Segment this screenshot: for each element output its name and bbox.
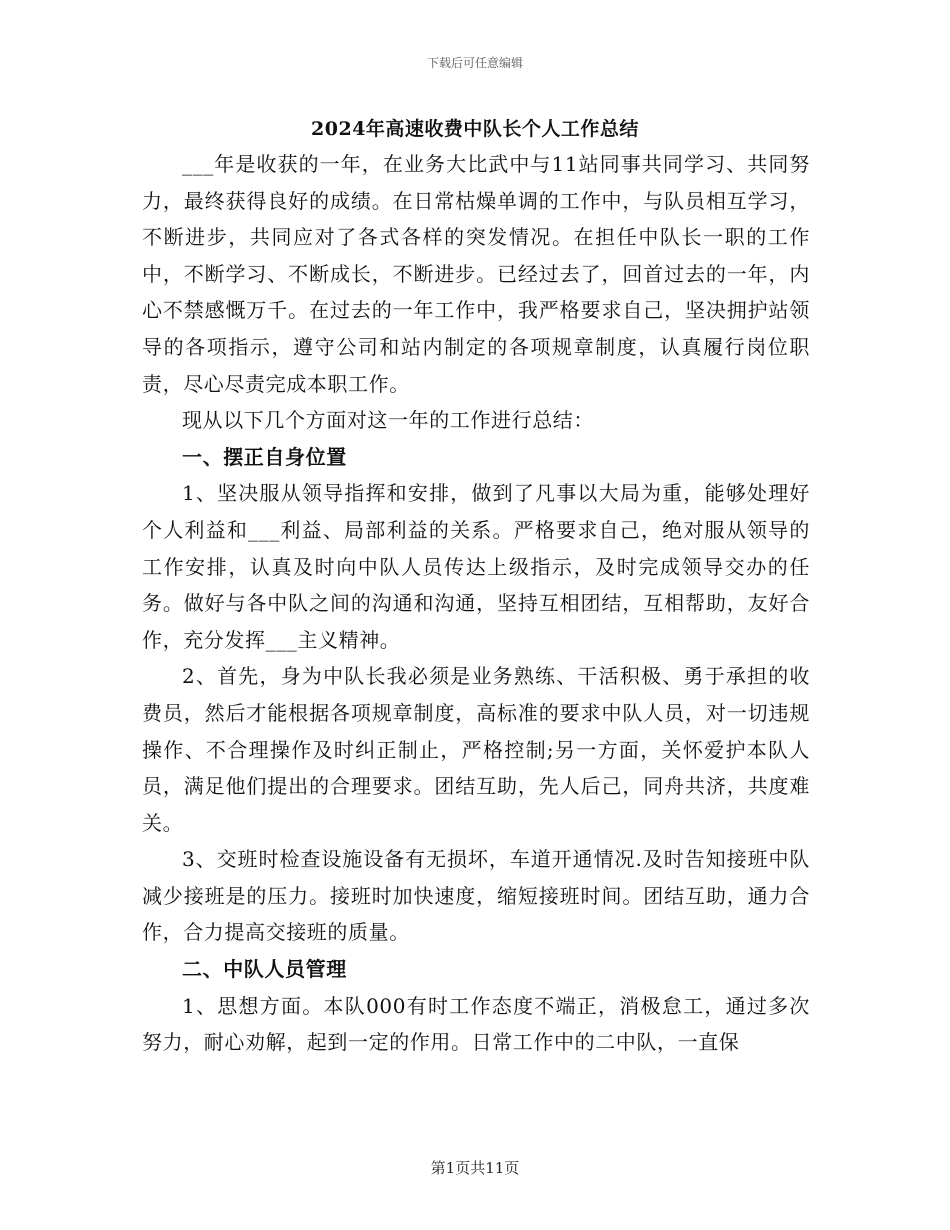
document-title: 2024年高速收费中队长个人工作总结 <box>311 118 639 140</box>
section1-paragraph-1: 1、坚决服从领导指挥和安排，做到了凡事以大局为重，能够处理好个人利益和___利益、局部利益的关系。严格要求自己，绝对服从领导的工作安排，认真及时向中队人员传达上级指示，及时完成领导交办的任务。做好与各中队之间的沟通和沟通，坚持互相团结，互相帮助，友好合作，充分发挥___主义精神。 <box>142 481 810 652</box>
download-note: 下载后可任意编辑 <box>426 56 523 70</box>
section1-paragraph-2: 2、首先，身为中队长我必须是业务熟练、干活积极、勇于承担的收费员，然后才能根据各项规章制度，高标准的要求中队人员，对一切违规操作、不合理操作及时纠正制止，严格控制;另一方面，关怀爱护本队人员，满足他们提出的合理要求。团结互助，先人后己，同舟共济，共度难关。 <box>142 664 810 835</box>
section-heading-2: 二、中队人员管理 <box>182 957 347 982</box>
lead-paragraph: 现从以下几个方面对这一年的工作进行总结： <box>182 408 594 433</box>
section1-paragraph-3: 3、交班时检查设施设备有无损坏，车道开通情况.及时告知接班中队减少接班是的压力。接班时加快速度，缩短接班时间。团结互助，通力合作，合力提高交接班的质量。 <box>142 847 810 945</box>
section-heading-1: 一、摆正自身位置 <box>182 444 347 469</box>
intro-paragraph: ___年是收获的一年，在业务大比武中与11站同事共同学习、共同努力，最终获得良好的成绩。在日常枯燥单调的工作中，与队员相互学习，不断进步，共同应对了各式各样的突发情况。在担任中队长一职的工作中，不断学习、不断成长，不断进步。已经过去了，回首过去的一年，内心不禁感慨万千。在过去的一年工作中，我严格要求自己，坚决拥护站领导的各项指示，遵守公司和站内制定的各项规章制度，认真履行岗位职责，尽心尽责完成本职工作。 <box>142 152 810 396</box>
document-body <box>142 146 810 1061</box>
page-number: 第1页共11页 <box>430 1159 520 1177</box>
section2-paragraph-1: 1、思想方面。本队000有时工作态度不端正，消极怠工，通过多次努力，耐心劝解，起到一定的作用。日常工作中的二中队，一直保 <box>142 993 810 1055</box>
